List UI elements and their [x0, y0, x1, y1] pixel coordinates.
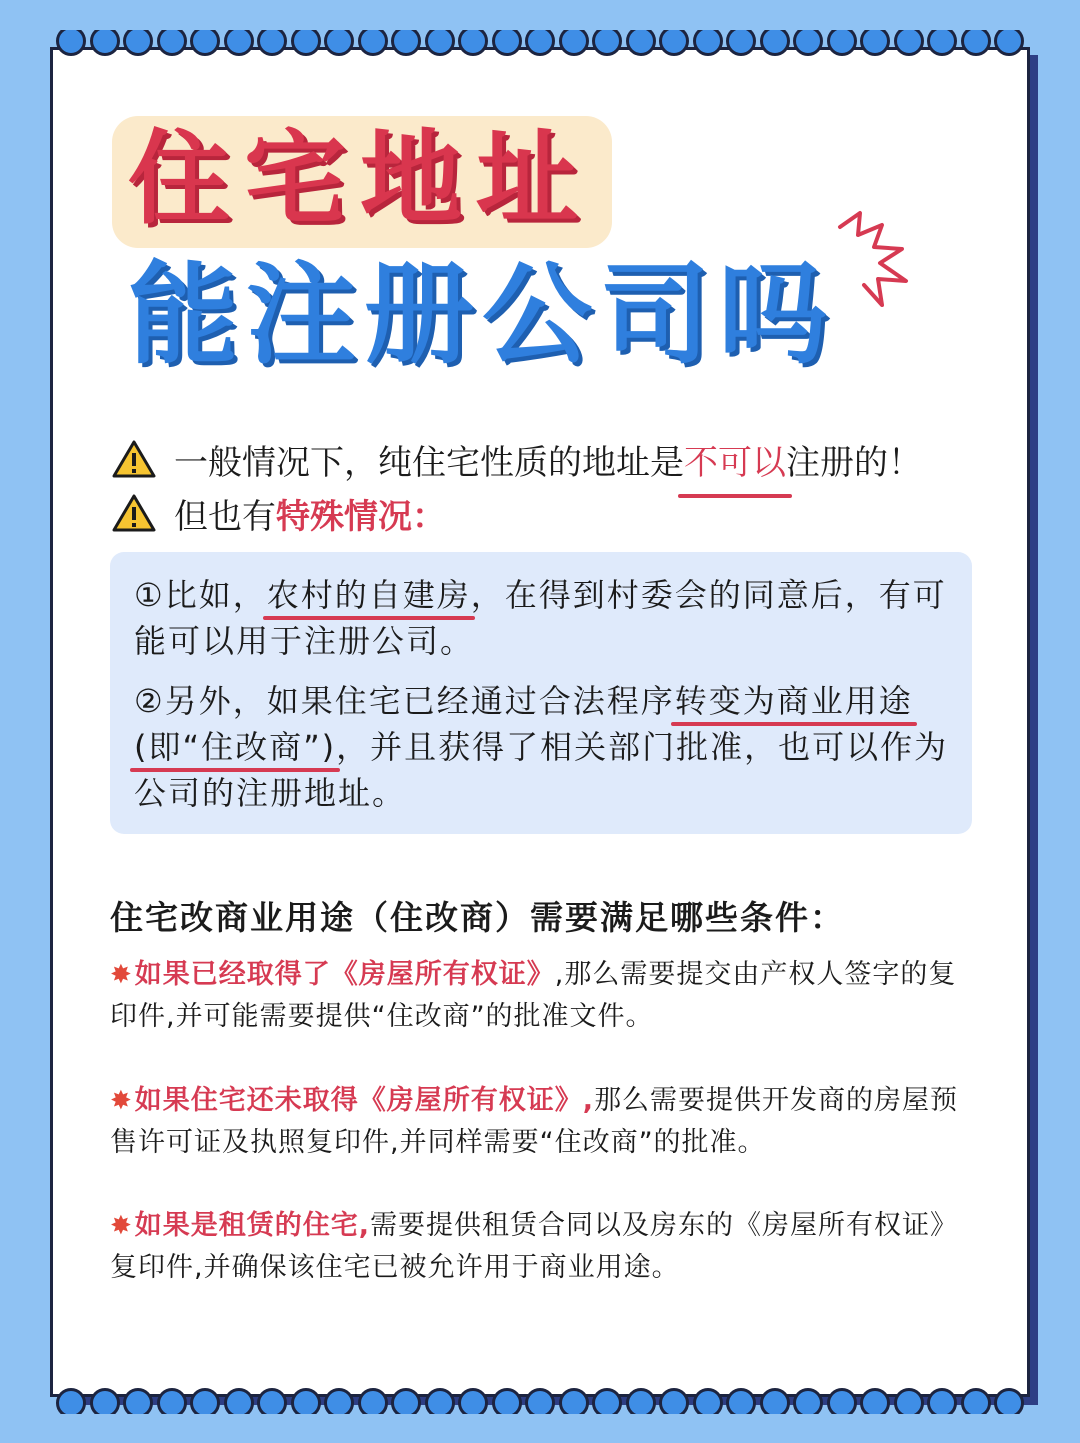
info-text: ①比如， [134, 576, 267, 614]
scallop-decoration [358, 1388, 388, 1414]
spark-icon: ✸ [110, 1211, 133, 1241]
condition-item [110, 1080, 980, 1164]
warning-text-end: 注册的！ [786, 442, 922, 483]
scallop-decoration [391, 1388, 421, 1414]
condition-highlight: 如果是租赁的住宅, [134, 1210, 371, 1241]
scallop-decoration [726, 1388, 756, 1414]
warning-highlight: 不可以 [684, 435, 786, 484]
scallop-decoration [927, 30, 957, 56]
warning-text: 一般情况下，纯住宅性质的地址是 [174, 442, 684, 483]
condition-text: ,那么需要提交由产权人签字的复印件,并可能需要提供“住改商”的批准文件。 [110, 959, 957, 1032]
top-scallop-border [50, 30, 1030, 64]
scallop-decoration [961, 30, 991, 56]
scallop-decoration [190, 1388, 220, 1414]
warning-line-1 [112, 434, 922, 484]
scallop-decoration [961, 1388, 991, 1414]
spark-icon: ✸ [110, 1086, 133, 1116]
scallop-decoration [56, 30, 86, 56]
scallop-decoration [860, 1388, 890, 1414]
info-text: ，在得到村委会的同意后，有可能可以用于注册公司。 [134, 576, 947, 660]
scallop-decoration [90, 1388, 120, 1414]
scallop-decoration [659, 30, 689, 56]
scallop-decoration [425, 30, 455, 56]
condition-highlight: 如果住宅还未取得《房屋所有权证》, [134, 1085, 595, 1116]
scallop-decoration [324, 30, 354, 56]
section-heading: 住宅改商业用途（住改商）需要满足哪些条件： [110, 898, 845, 937]
scallop-decoration [927, 1388, 957, 1414]
scallop-decoration [793, 30, 823, 56]
scallop-decoration [559, 1388, 589, 1414]
scallop-decoration [693, 30, 723, 56]
info-underlined: 农村的自建房 [266, 576, 471, 614]
scallop-decoration [525, 1388, 555, 1414]
scallop-decoration [760, 1388, 790, 1414]
scallop-decoration [726, 30, 756, 56]
scallop-decoration [592, 30, 622, 56]
scallop-decoration [994, 30, 1024, 56]
title-line-1: 住宅地址 [128, 120, 592, 239]
scallop-decoration [458, 1388, 488, 1414]
info-underlined: (即“住改商”) [134, 728, 337, 766]
scallop-decoration [123, 1388, 153, 1414]
warning-line-2 [112, 488, 446, 538]
info-paragraph-1 [134, 572, 954, 664]
scallop-decoration [391, 30, 421, 56]
scallop-decoration [257, 1388, 287, 1414]
scallop-decoration [894, 30, 924, 56]
scallop-decoration [659, 1388, 689, 1414]
scallop-decoration [894, 1388, 924, 1414]
scallop-decoration [157, 30, 187, 56]
scallop-decoration [324, 1388, 354, 1414]
scallop-decoration [358, 30, 388, 56]
scallop-decoration [123, 30, 153, 56]
scallop-decoration [760, 30, 790, 56]
scallop-decoration [291, 1388, 321, 1414]
scallop-decoration [224, 1388, 254, 1414]
warning-text: 但也有 [174, 496, 276, 537]
bottom-scallop-border [50, 1380, 1030, 1414]
scallop-decoration [458, 30, 488, 56]
info-text: ，并且获得了相关部门批准，也可以作为公司的注册地址。 [134, 728, 949, 812]
scallop-decoration [559, 30, 589, 56]
scallop-decoration [224, 30, 254, 56]
condition-text: 需要提供租赁合同以及房东的《房屋所有权证》复印件,并确保该住宅已被允许用于商业用途。 [110, 1210, 959, 1283]
spark-icon: ✸ [110, 960, 133, 990]
scallop-decoration [793, 1388, 823, 1414]
scallop-decoration [693, 1388, 723, 1414]
scallop-decoration [425, 1388, 455, 1414]
scallop-decoration [525, 30, 555, 56]
scallop-decoration [157, 1388, 187, 1414]
warning-icon [112, 439, 156, 479]
warning-icon [112, 493, 156, 533]
scallop-decoration [257, 30, 287, 56]
scallop-decoration [90, 30, 120, 56]
scallop-decoration [492, 30, 522, 56]
condition-item [110, 954, 980, 1038]
scallop-decoration [626, 30, 656, 56]
scallop-decoration [626, 1388, 656, 1414]
exclaim-burst-icon [830, 205, 920, 315]
scallop-decoration [827, 30, 857, 56]
scallop-decoration [860, 30, 890, 56]
condition-highlight: 如果已经取得了《房屋所有权证》 [134, 959, 555, 990]
condition-item [110, 1205, 980, 1289]
condition-text: 那么需要提供开发商的房屋预售许可证及执照复印件,并同样需要“住改商”的批准。 [110, 1085, 959, 1158]
scallop-decoration [492, 1388, 522, 1414]
scallop-decoration [994, 1388, 1024, 1414]
info-text: ②另外，如果住宅已经通过合法程序 [134, 682, 675, 720]
info-paragraph-2 [134, 678, 954, 816]
scallop-decoration [291, 30, 321, 56]
scallop-decoration [56, 1388, 86, 1414]
title-line-2: 能注册公司吗 [128, 251, 836, 379]
scallop-decoration [592, 1388, 622, 1414]
info-underlined: 转变为商业用途 [674, 682, 913, 720]
scallop-decoration [190, 30, 220, 56]
warning-highlight: 特殊情况： [276, 496, 446, 537]
scallop-decoration [827, 1388, 857, 1414]
